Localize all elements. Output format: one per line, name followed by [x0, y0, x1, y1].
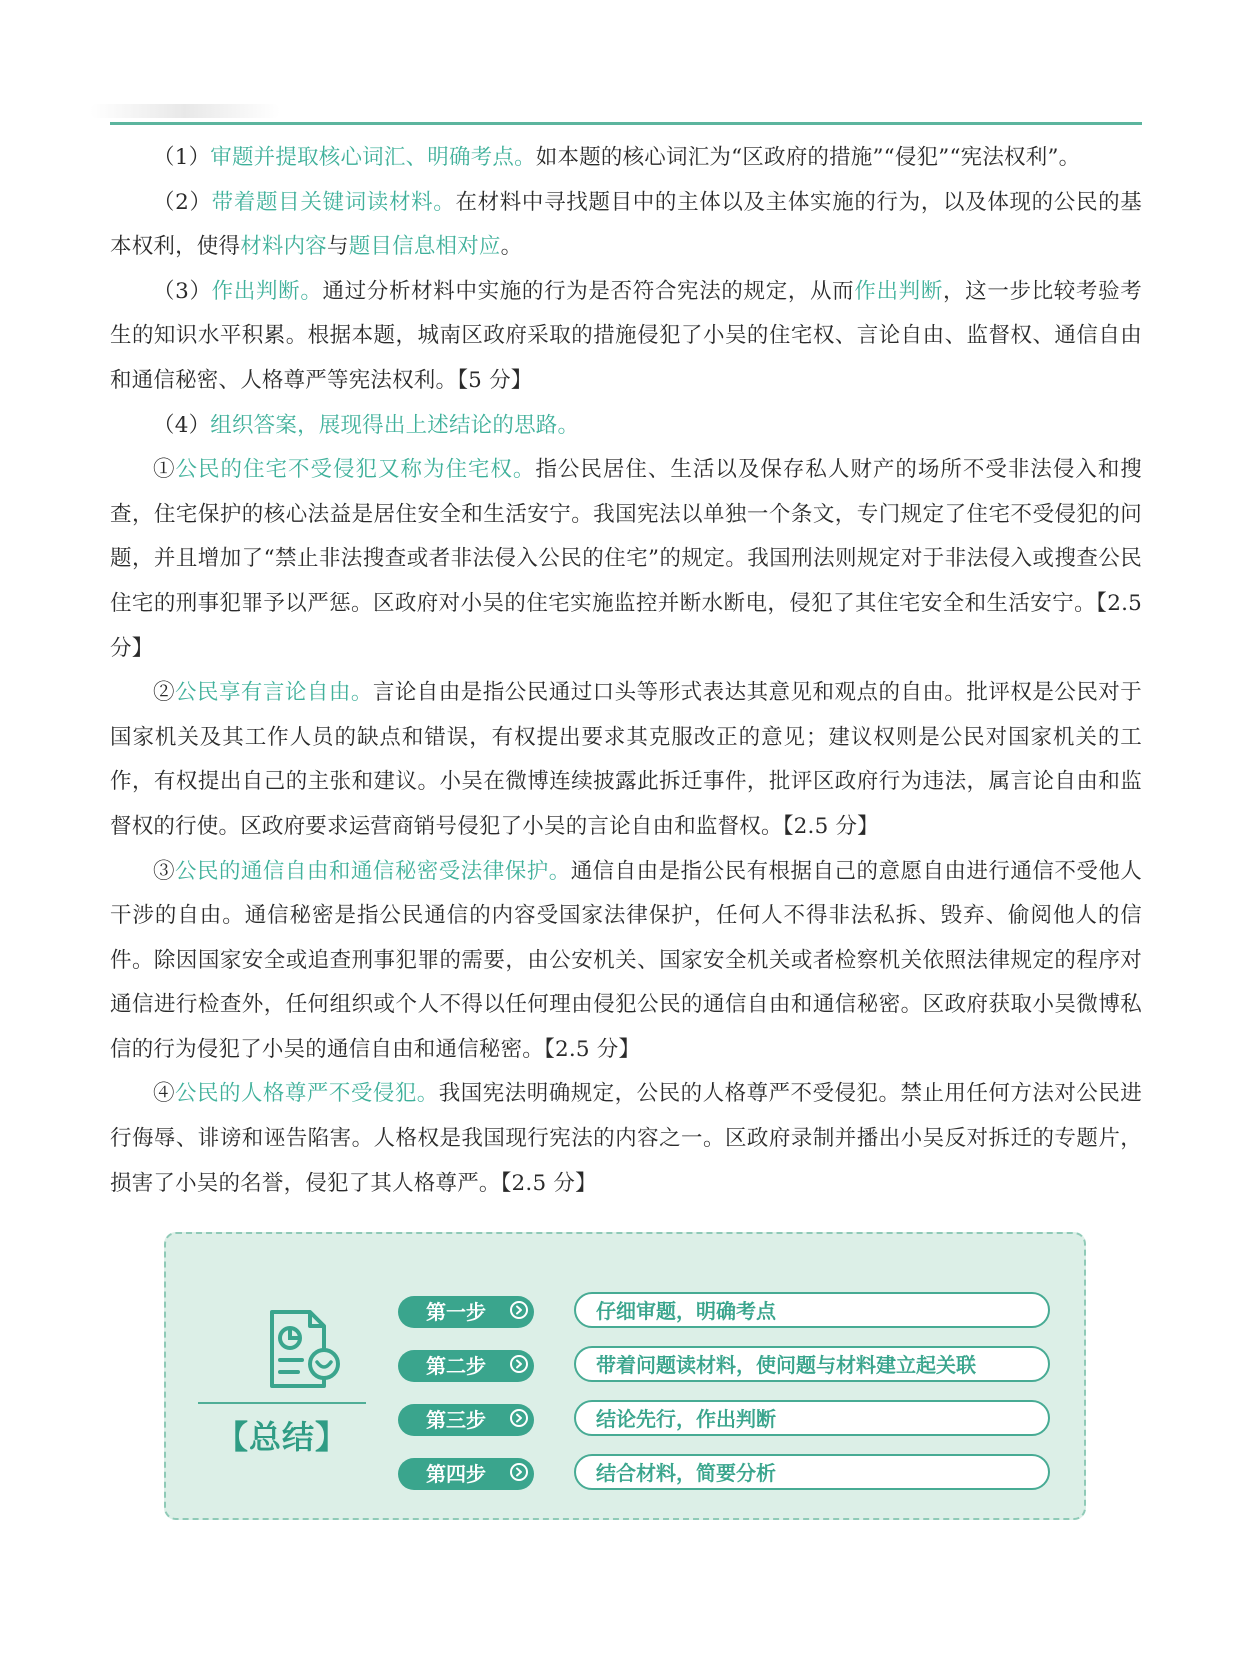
paragraph [110, 270, 1142, 404]
body-text-segment: 言论自由是指公民通过口头等形式表达其意见和观点的自由。批评权是公民对于国家机关及其工作人员的缺点和错误，有权提出要求其克服改正的意见；建议权则是公民对国家机关的工作，有权提出自己的主张和建议。小吴在微博连续披露此拆迁事件，批评区政府行为违法，属言论自由和监督权的行使。区政府要求运营商销号侵犯了小吴的言论自由和监督权。【2.5 分】 [110, 680, 1142, 839]
step-description: 仔细审题，明确考点 [574, 1292, 1050, 1328]
body-text-segment: 通过分析材料中实施的行为是否符合宪法的规定，从而 [322, 278, 855, 304]
paragraph [110, 850, 1142, 1073]
summary-title: 【总结】 [215, 1418, 348, 1456]
body-text-segment: ② [153, 680, 175, 706]
step-label [398, 1350, 534, 1382]
body-text-segment: （3） [153, 278, 212, 304]
paragraph [110, 448, 1142, 671]
paragraph [110, 671, 1142, 849]
step-label [398, 1458, 534, 1490]
body-text-segment: ④ [153, 1081, 175, 1107]
body-text-segment: （2） [153, 189, 212, 215]
body-text-segment: ，这一步比较考验考生的知识水平积累。根据本题，城南区政府采取的措施侵犯了小吴的住宅权、言论自由、监督权、通信自由和通信秘密、人格尊严等宪法权利。【5 分】 [110, 278, 1142, 393]
summary-step [398, 1346, 1058, 1386]
step-description: 结论先行，作出判断 [574, 1400, 1050, 1436]
chevron-right-icon [510, 1409, 528, 1427]
highlight-text: 作出判断。 [211, 278, 323, 304]
body-text [110, 136, 1142, 1206]
summary-divider [198, 1402, 366, 1404]
highlight-text: 审题并提取核心词汇、明确考点。 [210, 145, 536, 170]
paragraph [110, 136, 1142, 181]
header-decoration [90, 104, 280, 118]
document-chart-icon [258, 1304, 348, 1394]
body-text-segment: 在材料中寻找题目中的主体以及主体实施的行为，以及体现的公民的基本权利，使得 [110, 189, 1142, 260]
body-text-segment: ③ [153, 858, 175, 884]
highlight-text: 公民享有言论自由。 [174, 680, 373, 706]
step-label [398, 1404, 534, 1436]
highlight-text: 公民的人格尊严不受侵犯。 [174, 1081, 439, 1107]
paragraph [110, 1072, 1142, 1206]
highlight-text: 组织答案，展现得出上述结论的思路。 [210, 412, 580, 438]
body-text-segment: 我国宪法明确规定，公民的人格尊严不受侵犯。禁止用任何方法对公民进行侮辱、诽谤和诬告陷害。人格权是我国现行宪法的内容之一。区政府录制并播出小吴反对拆迁的专题片，损害了小吴的名誉，侵犯了其人格尊严。【2.5 分】 [110, 1081, 1142, 1196]
body-text-segment: 与 [327, 234, 349, 260]
body-text-segment: 如本题的核心词汇为“区政府的措施”“侵犯”“宪法权利”。 [535, 145, 1081, 170]
body-text-segment: （1） [153, 145, 211, 170]
highlight-text: 带着题目关键词读材料。 [211, 189, 456, 215]
step-label-text: 第四步 [426, 1462, 486, 1486]
summary-step [398, 1454, 1058, 1494]
body-text-segment: 指公民居住、生活以及保存私人财产的场所不受非法侵入和搜查，住宅保护的核心法益是居住安全和生活安宁。我国宪法以单独一个条文，专门规定了住宅不受侵犯的问题，并且增加了“禁止非法搜查或者非法侵入公民的住宅”的规定。我国刑法则规定对于非法侵入或搜查公民住宅的刑事犯罪予以严惩。区政府对小吴的住宅实施监控并断水断电，侵犯了其住宅安全和生活安宁。【2.5 分】 [110, 457, 1143, 661]
header-rule [110, 122, 1142, 125]
body-text-segment: （4） [153, 412, 211, 438]
chevron-right-icon [510, 1301, 528, 1319]
step-description: 带着问题读材料，使问题与材料建立起关联 [574, 1346, 1050, 1382]
paragraph [110, 181, 1142, 270]
summary-step [398, 1400, 1058, 1440]
chevron-right-icon [510, 1463, 528, 1481]
step-label-text: 第三步 [426, 1408, 486, 1432]
chevron-right-icon [510, 1355, 528, 1373]
highlight-text: 材料内容 [240, 234, 328, 260]
highlight-text: 作出判断 [854, 278, 943, 304]
highlight-text: 题目信息相对应 [348, 234, 501, 260]
step-description: 结合材料，简要分析 [574, 1454, 1050, 1490]
paragraph [110, 404, 1142, 449]
step-label [398, 1296, 534, 1328]
step-label-text: 第一步 [426, 1300, 486, 1324]
summary-step [398, 1292, 1058, 1332]
highlight-text: 公民的住宅不受侵犯又称为住宅权。 [175, 457, 536, 483]
highlight-text: 公民的通信自由和通信秘密受法律保护。 [174, 858, 571, 884]
body-text-segment: ① [153, 457, 176, 483]
step-label-text: 第二步 [426, 1354, 486, 1378]
body-text-segment: 通信自由是指公民有根据自己的意愿自由进行通信不受他人干涉的自由。通信秘密是指公民通信的内容受国家法律保护，任何人不得非法私拆、毁弃、偷阅他人的信件。除因国家安全或追查刑事犯罪的需要，由公安机关、国家安全机关或者检察机关依照法律规定的程序对通信进行检查外，任何组织或个人不得以任何理由侵犯公民的通信自由和通信秘密。区政府获取小吴微博私信的行为侵犯了小吴的通信自由和通信秘密。【2.5 分】 [110, 858, 1142, 1062]
summary-box [164, 1232, 1086, 1520]
body-text-segment: 。 [500, 234, 523, 260]
